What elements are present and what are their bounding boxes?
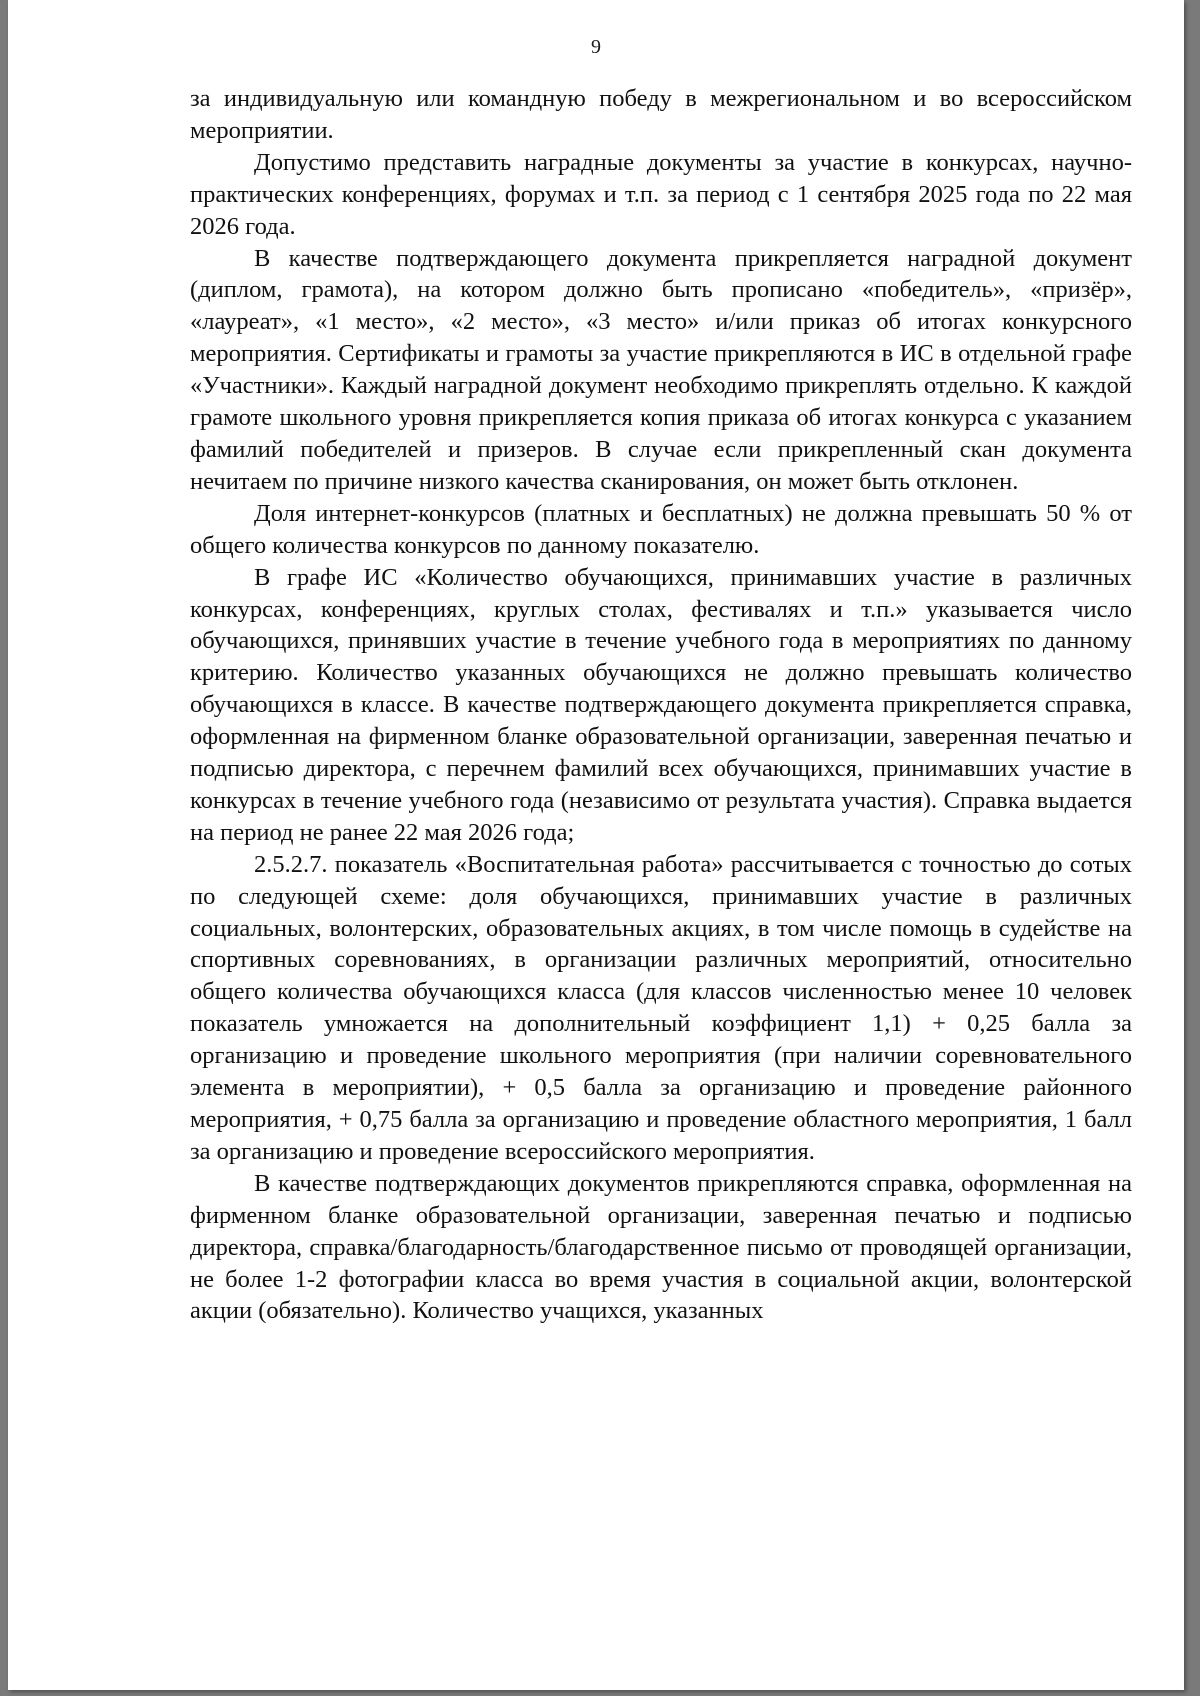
page-number: 9 <box>591 36 601 58</box>
paragraph-participants-count: В графе ИС «Количество обучающихся, принимавших участие в различных конкурсах, конференциях, круглых столах, фестивалях и т.п.» указывается число обучающихся, принявших участие в течение учебного года в мероприятиях по данному критерию. Количество указанных обучающихся не должно превышать количество обучающихся в классе. В качестве подтверждающего документа прикрепляется справка, оформленная на фирменном бланке образовательной организации, заверенная печатью и подписью директора, с перечнем фамилий всех обучающихся, принимавших участие в конкурсах в течение учебного года (независимо от результата участия). Справка выдается на период не ранее 22 мая 2026 года; <box>190 563 1132 846</box>
paragraph-confirming-document: В качестве подтверждающего документа прикрепляется наградной документ (диплом, грамота), на котором должно быть прописано «победитель», «призёр», «лауреат», «1 место», «2 место», «3 место» и/или приказ об итогах конкурсного мероприятия. Сертификаты и грамоты за участие прикрепляются в ИС в отдельной графе «Участники». Каждый наградной документ необходимо прикреплять отдельно. К каждой грамоте школьного уровня прикрепляется копия приказа об итогах конкурса с указанием фамилий победителей и призеров. В случае если прикрепленный скан документа нечитаем по причине низкого качества сканирования, он может быть отклонен. <box>190 244 1132 495</box>
paragraph-educational-work-indicator: 2.5.2.7. показатель «Воспитательная работа» рассчитывается с точностью до сотых по следующей схеме: доля обучающихся, принимавших участие в различных социальных, волонтерских, образовательных акциях, в том числе помощь в судействе на спортивных соревнованиях, в организации различных мероприятий, относительно общего количества обучающихся класса (для классов численностью менее 10 человек показатель умножается на дополнительный коэффициент 1,1) + 0,25 балла за организацию и проведение школьного мероприятия (при наличии соревновательного элемента в мероприятии), + 0,5 балла за организацию и проведение районного мероприятия, + 0,75 балла за организацию и проведение областного мероприятия, 1 балл за организацию и проведение всероссийского мероприятия. <box>190 850 1132 1165</box>
paragraph-award-continuation: за индивидуальную или командную победу в межрегиональном и во всероссийском мероприятии. <box>190 85 1132 144</box>
document-page <box>8 0 1184 1690</box>
paragraph-confirming-documents-educational: В качестве подтверждающих документов прикрепляются справка, оформленная на фирменном бланке образовательной организации, заверенная печатью и подписью директора, справка/благодарность/благодарственное письмо от проводящей организации, не более 1-2 фотографии класса во время участия в социальной акции, волонтерской акции (обязательно). Количество учащихся, указанных <box>190 1169 1132 1325</box>
paragraph-internet-contests-share: Доля интернет-конкурсов (платных и бесплатных) не должна превышать 50 % от общего количества конкурсов по данному показателю. <box>190 499 1132 559</box>
document-body <box>190 83 1132 1327</box>
paragraph-award-documents-period: Допустимо представить наградные документы за участие в конкурсах, научно-практических конференциях, форумах и т.п. за период с 1 сентября 2025 года по 22 мая 2026 года. <box>190 148 1132 240</box>
